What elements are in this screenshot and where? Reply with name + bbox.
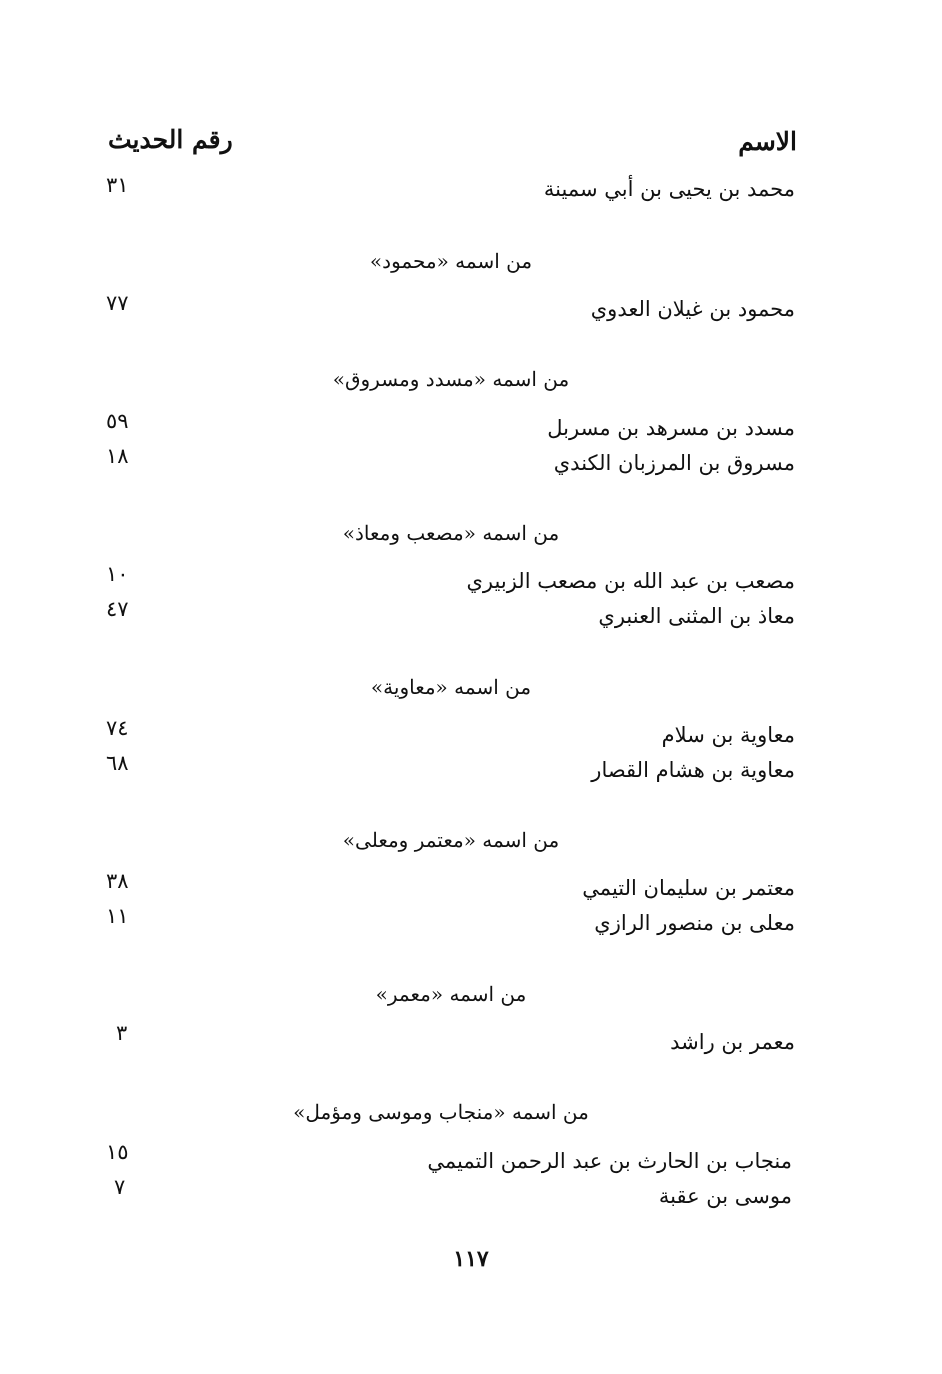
entry-name: معاوية بن سلام — [661, 723, 795, 747]
entry-number: ٧٧ — [106, 291, 129, 315]
entry-number: ٧٤ — [106, 716, 129, 740]
entry-name: مسروق بن المرزبان الكندي — [553, 451, 795, 475]
entry-number: ٤٧ — [106, 597, 129, 621]
entry-name: معلى بن منصور الرازي — [594, 911, 795, 935]
section-title: من اسمه «مصعب ومعاذ» — [342, 521, 560, 545]
entry-number: ٣ — [116, 1021, 128, 1045]
section-title: من اسمه «مسدد ومسروق» — [332, 367, 570, 391]
entry-name: معمر بن راشد — [670, 1030, 795, 1054]
entry-name: منجاب بن الحارث بن عبد الرحمن التميمي — [427, 1149, 792, 1173]
entry-number: ٣٨ — [106, 869, 129, 893]
entry-number: ٧ — [114, 1175, 126, 1199]
section-title: من اسمه «معاوية» — [370, 675, 532, 699]
entry-number: ٣١ — [106, 173, 129, 197]
entry-name: محمد بن يحيى بن أبي سمينة — [543, 177, 795, 201]
entry-name: موسى بن عقبة — [658, 1184, 792, 1208]
entry-number: ٦٨ — [106, 751, 129, 775]
name-column-header: الاسم — [738, 127, 797, 156]
entry-name: معتمر بن سليمان التيمي — [582, 876, 795, 900]
entry-number: ١٠ — [106, 562, 129, 586]
page-number: ١١٧ — [453, 1246, 489, 1272]
section-title: من اسمه «معمر» — [375, 982, 527, 1006]
section-title: من اسمه «منجاب وموسى ومؤمل» — [293, 1100, 589, 1124]
entry-name: محمود بن غيلان العدوي — [590, 297, 795, 321]
entry-name: معاوية بن هشام القصار — [591, 758, 795, 782]
entry-number: ١٥ — [106, 1140, 129, 1164]
hadith-number-column-header: رقم الحديث — [108, 125, 233, 154]
entry-name: معاذ بن المثنى العنبري — [598, 604, 795, 628]
entry-number: ١١ — [106, 904, 129, 928]
entry-name: مسدد بن مسرهد بن مسربل — [547, 416, 795, 440]
entry-name: مصعب بن عبد الله بن مصعب الزبيري — [466, 569, 795, 593]
entry-number: ١٨ — [106, 444, 129, 468]
entry-number: ٥٩ — [106, 409, 129, 433]
section-title: من اسمه «محمود» — [369, 249, 533, 273]
section-title: من اسمه «معتمر ومعلى» — [342, 828, 560, 852]
